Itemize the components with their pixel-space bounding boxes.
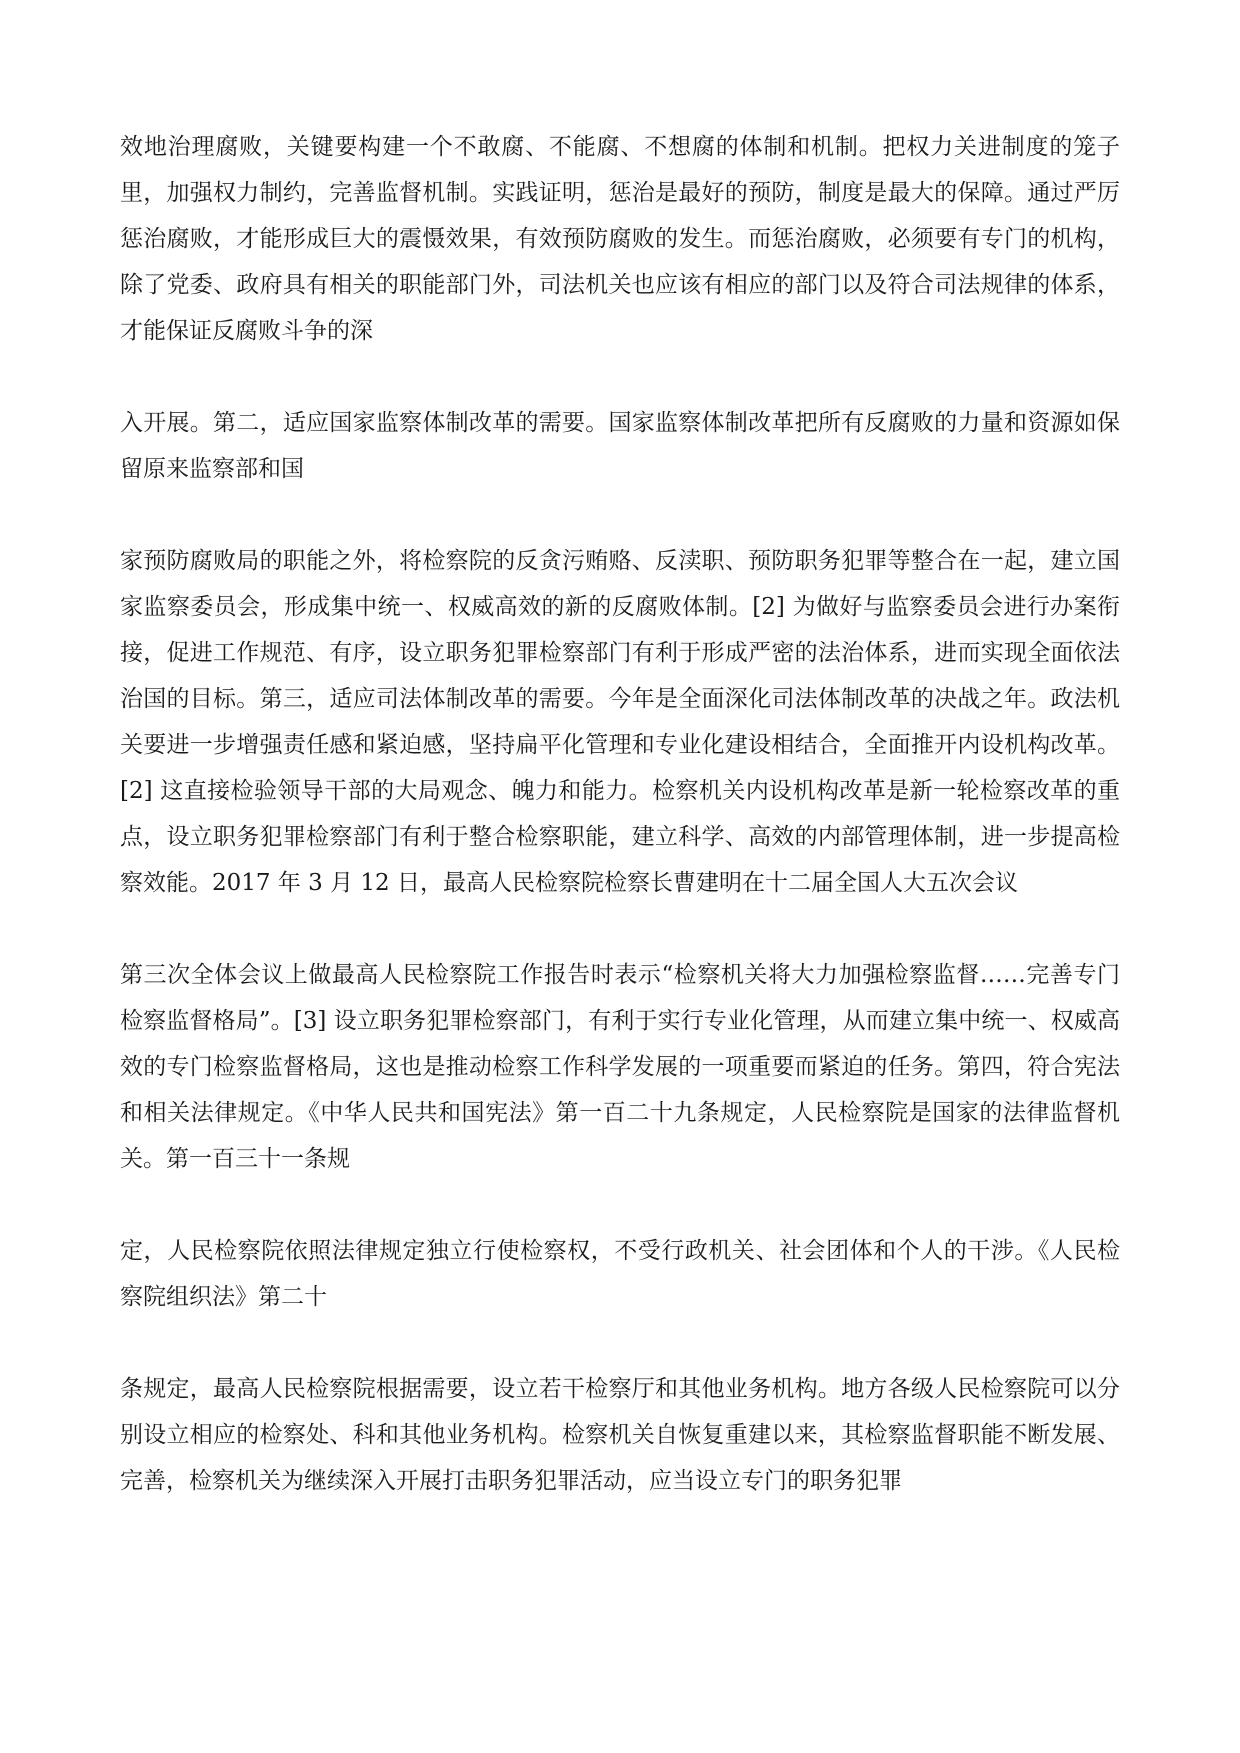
paragraph-3: 家预防腐败局的职能之外，将检察院的反贪污贿赂、反渎职、预防职务犯罪等整合在一起，建立国家监察委员会，形成集中统一、权威高效的新的反腐败体制。[2] 为做好与监察委员会进行办案衔接，促进工作规范、有序，设立职务犯罪检察部门有利于形成严密的法治体系，进而实现全面依法治国的目标。第三，适应司法体制改革的需要。今年是全面深化司法体制改革的决战之年。政法机关要进一步增强责任感和紧迫感，坚持扁平化管理和专业化建设相结合，全面推开内设机构改革。[2] 这直接检验领导干部的大局观念、魄力和能力。检察机关内设机构改革是新一轮检察改革的重点，设立职务犯罪检察部门有利于整合检察职能，建立科学、高效的内部管理体制，进一步提高检察效能。2017 年 3 月 12 日，最高人民检察院检察长曹建明在十二届全国人大五次会议	[120, 548, 1120, 896]
paragraph-6: 条规定，最高人民检察院根据需要，设立若干检察厅和其他业务机构。地方各级人民检察院可以分别设立相应的检察处、科和其他业务机构。检察机关自恢复重建以来，其检察监督职能不断发展、完善，检察机关为继续深入开展打击职务犯罪活动，应当设立专门的职务犯罪	[120, 1376, 1120, 1494]
document-body	[120, 124, 1120, 1504]
paragraph-5: 定，人民检察院依照法律规定独立行使检察权，不受行政机关、社会团体和个人的干涉。《人民检察院组织法》第二十	[120, 1238, 1120, 1310]
paragraph-2: 入开展。第二，适应国家监察体制改革的需要。国家监察体制改革把所有反腐败的力量和资源如保留原来监察部和国	[120, 410, 1120, 482]
paragraph-4: 第三次全体会议上做最高人民检察院工作报告时表示“检察机关将大力加强检察监督……完善专门检察监督格局”。[3] 设立职务犯罪检察部门，有利于实行专业化管理，从而建立集中统一、权威高效的专门检察监督格局，这也是推动检察工作科学发展的一项重要而紧迫的任务。第四，符合宪法和相关法律规定。《中华人民共和国宪法》第一百二十九条规定，人民检察院是国家的法律监督机关。第一百三十一条规	[120, 962, 1120, 1172]
paragraph-1: 效地治理腐败，关键要构建一个不敢腐、不能腐、不想腐的体制和机制。把权力关进制度的笼子里，加强权力制约，完善监督机制。实践证明，惩治是最好的预防，制度是最大的保障。通过严厉惩治腐败，才能形成巨大的震慑效果，有效预防腐败的发生。而惩治腐败，必须要有专门的机构，除了党委、政府具有相关的职能部门外，司法机关也应该有相应的部门以及符合司法规律的体系，才能保证反腐败斗争的深	[120, 134, 1120, 344]
